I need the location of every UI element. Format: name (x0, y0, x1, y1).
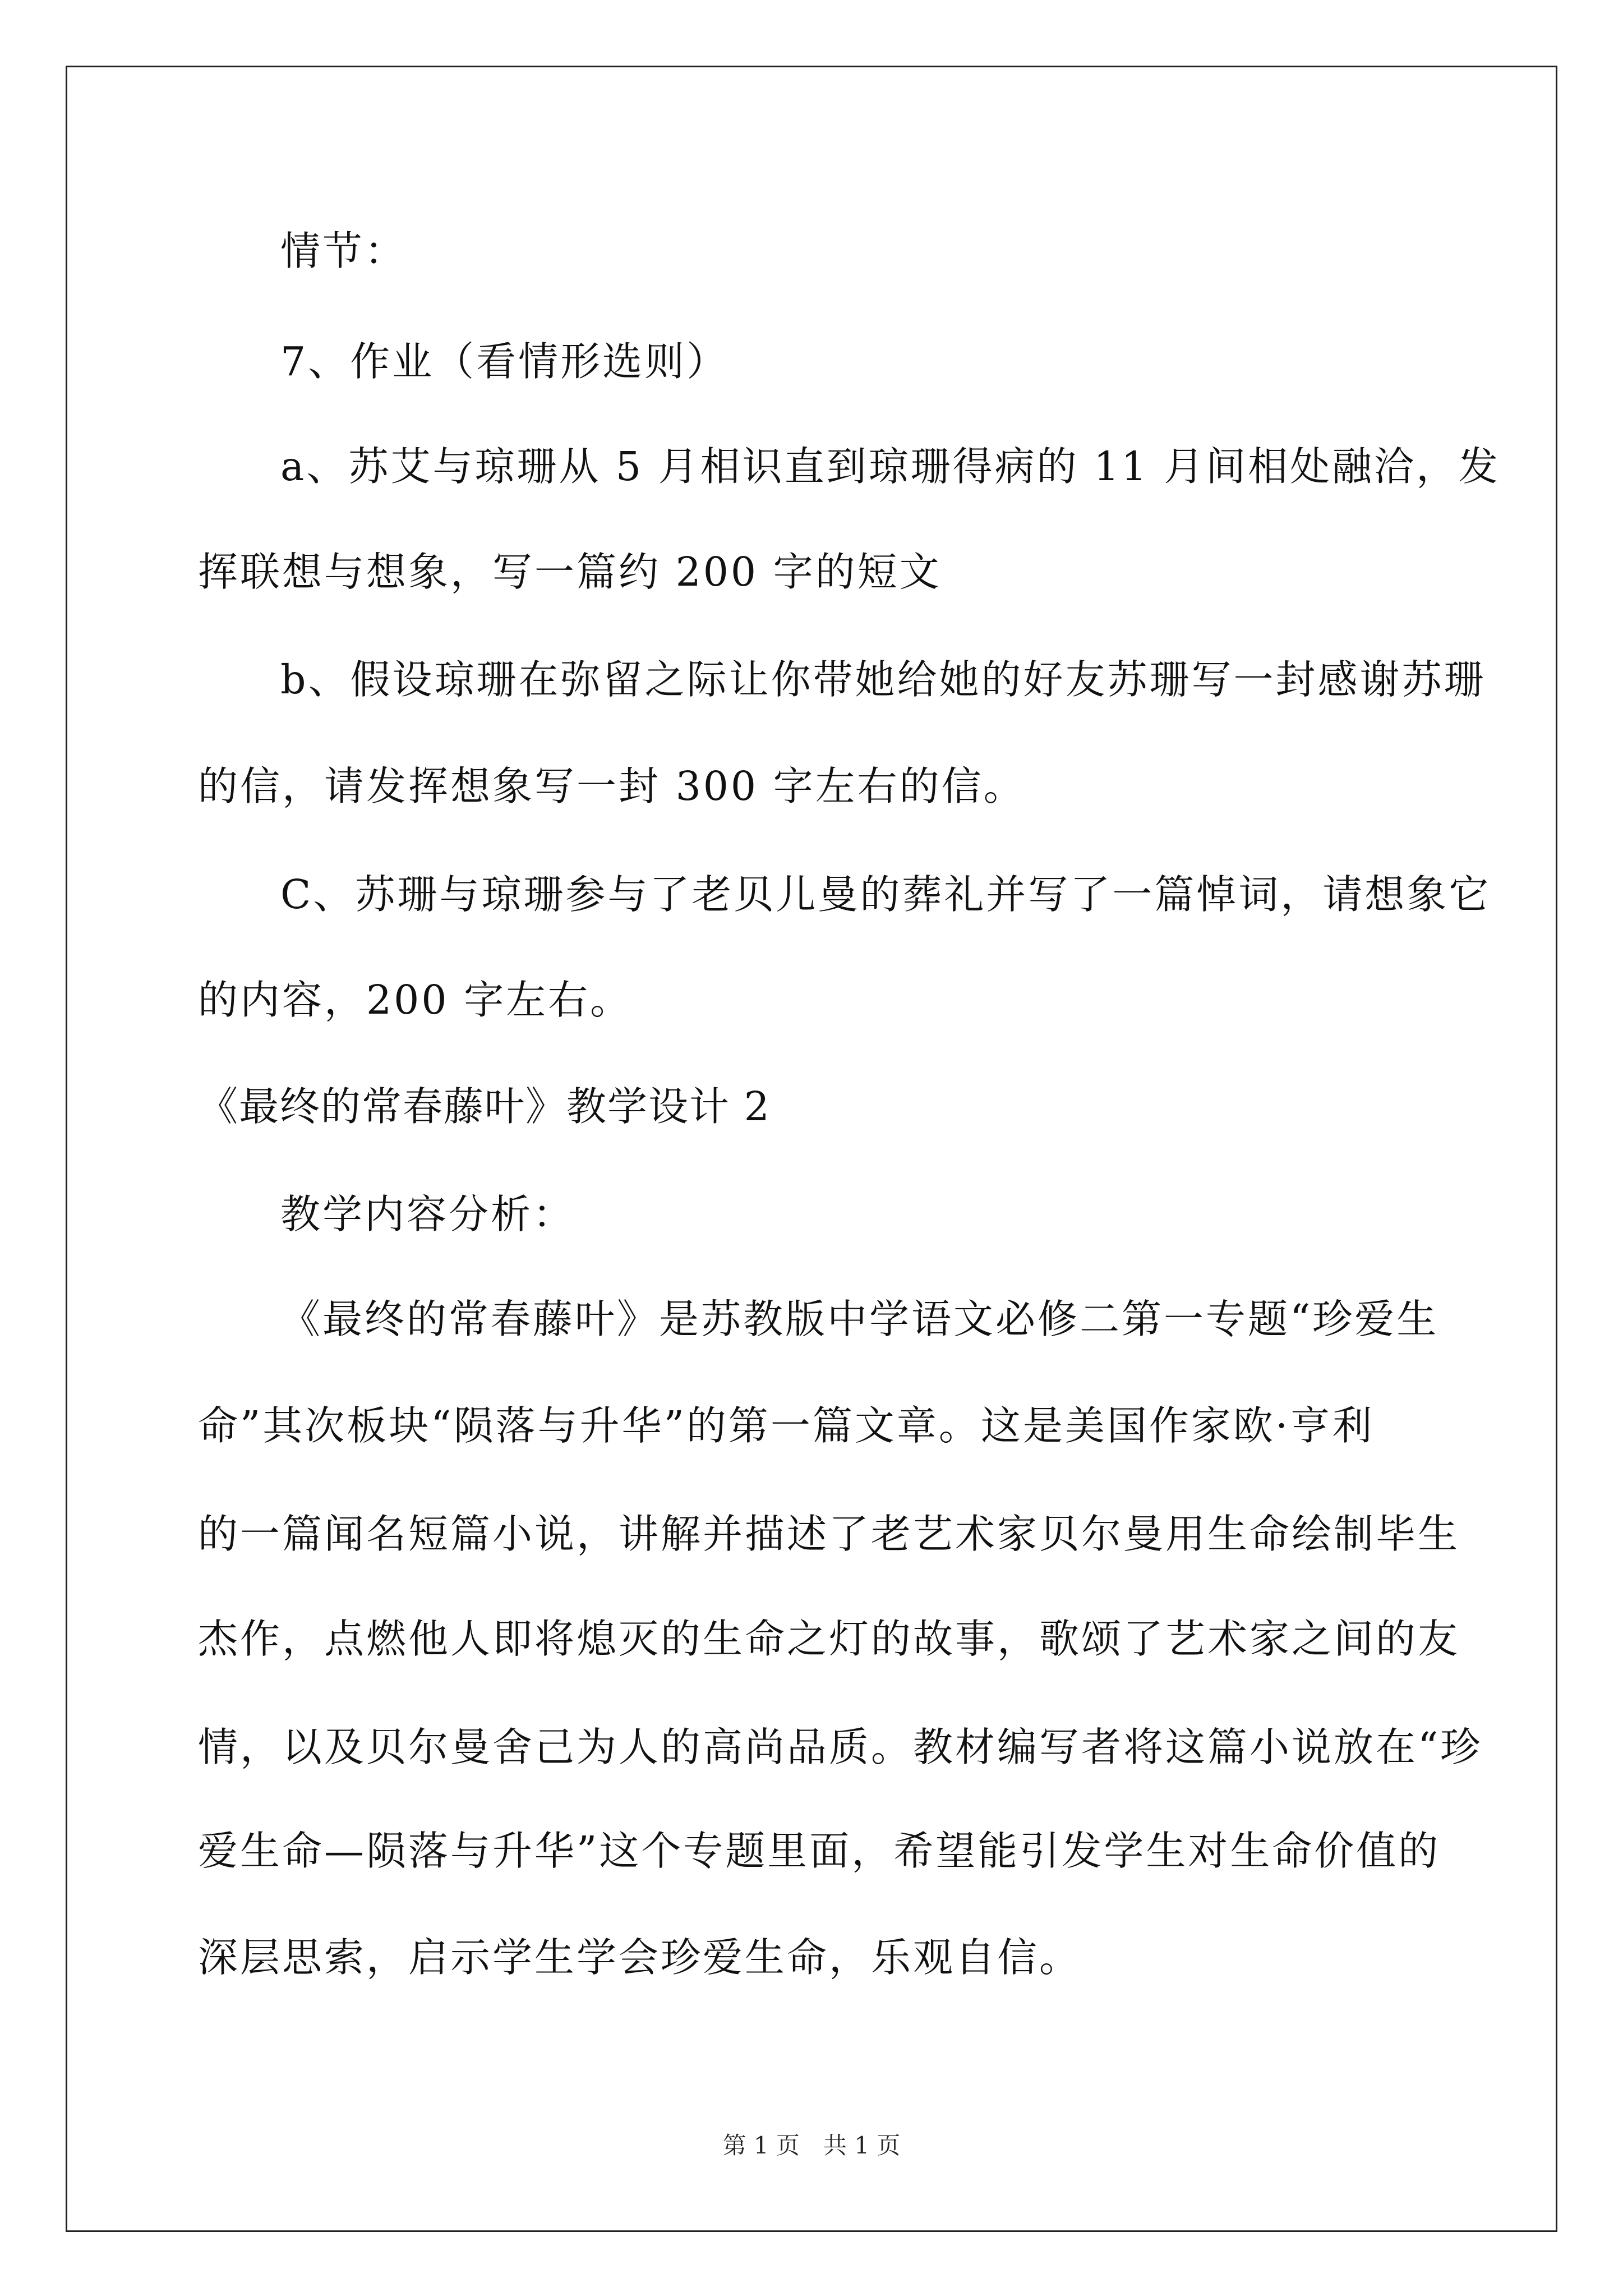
text-line-plot-label: 情节： (280, 228, 407, 274)
paragraph-line-7: 深层思索，启示学生学会珍爱生命，乐观自信。 (198, 1934, 1082, 1981)
paragraph-line-1: 《最终的常春藤叶》是苏教版中学语文必修二第一专题“珍爱生 (280, 1296, 1439, 1342)
text-line-homework-a-1: a、苏艾与琼珊从 5 月相识直到琼珊得病的 11 月间相处融洽，发 (280, 443, 1501, 490)
paragraph-line-5: 情，以及贝尔曼舍己为人的高尚品质。教材编写者将这篇小说放在“珍 (198, 1724, 1483, 1770)
text-line-homework-b-2: 的信，请发挥想象写一封 300 字左右的信。 (198, 763, 1026, 809)
page-border (66, 66, 1557, 2232)
text-line-homework-b-1: b、假设琼珊在弥留之际让你带她给她的好友苏珊写一封感谢苏珊 (280, 656, 1486, 703)
paragraph-line-2: 命”其次板块“陨落与升华”的第一篇文章。这是美国作家欧·亨利 (198, 1402, 1375, 1449)
paragraph-line-4: 杰作，点燃他人即将熄灭的生命之灯的故事，歌颂了艺术家之间的友 (198, 1616, 1460, 1662)
text-line-homework-a-2: 挥联想与想象，写一篇约 200 字的短文 (198, 549, 942, 595)
section-title: 《最终的常春藤叶》教学设计 2 (198, 1083, 771, 1130)
page-footer: 第 1 页 共 1 页 (722, 2132, 901, 2159)
text-line-homework-c-1: C、苏珊与琼珊参与了老贝儿曼的葬礼并写了一篇悼词，请想象它 (280, 871, 1491, 918)
text-line-homework-heading: 7、作业（看情形选则） (280, 338, 729, 385)
paragraph-line-6: 爱生命—陨落与升华”这个专题里面，希望能引发学生对生命价值的 (198, 1828, 1441, 1874)
text-line-homework-c-2: 的内容，200 字左右。 (198, 977, 633, 1023)
text-line-analysis-heading: 教学内容分析： (280, 1191, 575, 1237)
paragraph-line-3: 的一篇闻名短篇小说，讲解并描述了老艺术家贝尔曼用生命绘制毕生 (198, 1511, 1460, 1557)
